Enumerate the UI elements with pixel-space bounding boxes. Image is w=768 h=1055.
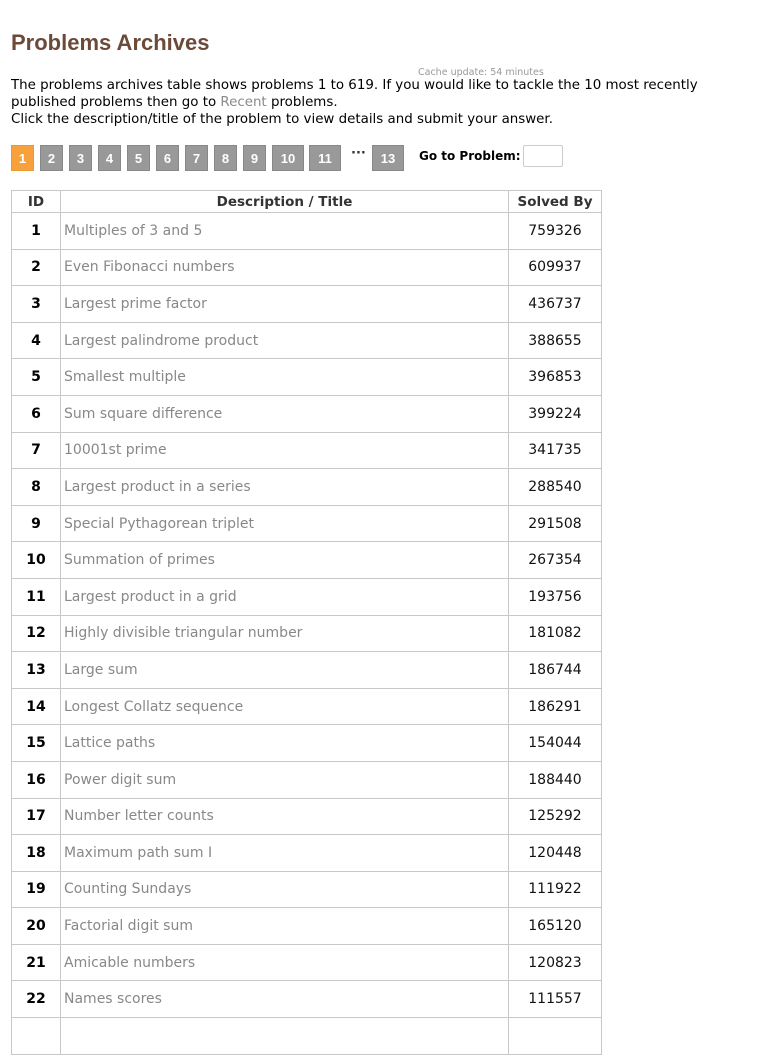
problem-title-cell	[61, 652, 509, 689]
intro-line1-end: problems.	[266, 95, 338, 110]
table-row	[12, 688, 602, 725]
problem-title-cell	[61, 835, 509, 872]
table-row	[12, 652, 602, 689]
problem-solved-count: 341735	[509, 432, 602, 469]
intro-line2: Click the description/title of the problem to view details and submit your answer.	[11, 112, 553, 127]
problem-solved-count: 193756	[509, 578, 602, 615]
problem-id: 12	[12, 615, 61, 652]
page-button-10[interactable]: 10	[272, 145, 304, 171]
problem-id: 11	[12, 578, 61, 615]
problem-title-cell	[61, 469, 509, 506]
problem-solved-count: 111922	[509, 871, 602, 908]
problem-title-cell	[61, 395, 509, 432]
problem-solved-count: 399224	[509, 395, 602, 432]
problem-title-link[interactable]: Names scores	[64, 991, 162, 1008]
page-button-3[interactable]: 3	[69, 145, 92, 171]
table-row	[12, 578, 602, 615]
problem-id: 9	[12, 505, 61, 542]
problem-solved-count: 186744	[509, 652, 602, 689]
problem-title-cell	[61, 213, 509, 250]
problem-title-link[interactable]: Number letter counts	[64, 808, 214, 825]
page-title: Problems Archives	[11, 30, 210, 55]
problem-solved-count: 120823	[509, 944, 602, 981]
table-header-row	[12, 191, 602, 213]
table-row	[12, 761, 602, 798]
problem-title-link[interactable]: Largest product in a grid	[64, 588, 237, 605]
problem-solved-count: 436737	[509, 286, 602, 323]
page-button-11[interactable]: 11	[309, 145, 341, 171]
problem-title-link[interactable]: Even Fibonacci numbers	[64, 259, 235, 276]
problem-title-cell	[61, 286, 509, 323]
problem-id: 7	[12, 432, 61, 469]
table-row	[12, 213, 602, 250]
page-button-5[interactable]: 5	[127, 145, 150, 171]
table-row	[12, 798, 602, 835]
table-row	[12, 1018, 602, 1055]
goto-problem-input[interactable]	[523, 145, 563, 167]
problem-title-cell	[61, 578, 509, 615]
problem-id: 16	[12, 761, 61, 798]
intro-line1: The problems archives table shows problems 1 to 619. If you would like to tackle the 10 most recently published problems then go to	[11, 78, 698, 110]
pagination-ellipsis: ···	[351, 146, 366, 161]
problem-id: 10	[12, 542, 61, 579]
problem-solved-count: 186291	[509, 688, 602, 725]
problem-title-link[interactable]: Smallest multiple	[64, 369, 186, 386]
problem-title-link[interactable]: Lattice paths	[64, 735, 156, 752]
problem-title-cell	[61, 761, 509, 798]
problem-title-link[interactable]: Largest palindrome product	[64, 332, 259, 349]
page-button-last[interactable]: 13	[372, 145, 404, 171]
problem-id: 8	[12, 469, 61, 506]
problem-title-link[interactable]: Amicable numbers	[64, 954, 196, 971]
problem-title-link[interactable]: Multiples of 3 and 5	[64, 222, 203, 239]
problem-title-link[interactable]: Power digit sum	[64, 771, 177, 788]
page-button-6[interactable]: 6	[156, 145, 179, 171]
problem-title-link[interactable]: Large sum	[64, 661, 138, 678]
page-button-4[interactable]: 4	[98, 145, 121, 171]
problem-title-link[interactable]: Longest Collatz sequence	[64, 698, 244, 715]
problem-title-link[interactable]: Sum square difference	[64, 405, 223, 422]
problem-title-cell	[61, 688, 509, 725]
page-button-2[interactable]: 2	[40, 145, 63, 171]
problem-id: 3	[12, 286, 61, 323]
table-row	[12, 908, 602, 945]
table-row	[12, 981, 602, 1018]
problem-id: 2	[12, 249, 61, 286]
problem-id: 6	[12, 395, 61, 432]
problem-title-cell	[61, 432, 509, 469]
problem-solved-count: 267354	[509, 542, 602, 579]
problem-id: 14	[12, 688, 61, 725]
problem-title-link[interactable]: Largest prime factor	[64, 295, 207, 312]
table-row	[12, 286, 602, 323]
problem-title-link[interactable]: Summation of primes	[64, 552, 215, 569]
problem-solved-count: 111557	[509, 981, 602, 1018]
table-row	[12, 359, 602, 396]
problem-solved-count: 759326	[509, 213, 602, 250]
problem-id: 13	[12, 652, 61, 689]
problem-title-cell	[61, 542, 509, 579]
problem-title-cell	[61, 505, 509, 542]
problem-solved-count: 125292	[509, 798, 602, 835]
problem-title-cell	[61, 359, 509, 396]
page-button-9[interactable]: 9	[243, 145, 266, 171]
problem-title-cell	[61, 981, 509, 1018]
problem-solved-count: 120448	[509, 835, 602, 872]
problem-title-cell	[61, 1018, 509, 1055]
problem-id: 15	[12, 725, 61, 762]
problem-title-cell	[61, 725, 509, 762]
problem-title-cell	[61, 944, 509, 981]
table-row	[12, 469, 602, 506]
table-row	[12, 725, 602, 762]
page-button-8[interactable]: 8	[214, 145, 237, 171]
problem-id: 17	[12, 798, 61, 835]
recent-link[interactable]: Recent	[220, 95, 267, 110]
problem-id: 1	[12, 213, 61, 250]
header-description[interactable]: Description / Title	[61, 191, 509, 213]
problem-solved-count: 181082	[509, 615, 602, 652]
goto-problem-label: Go to Problem:	[419, 149, 521, 163]
problem-title-link[interactable]: Highly divisible triangular number	[64, 625, 303, 642]
table-row	[12, 395, 602, 432]
problem-solved-count	[509, 1018, 602, 1055]
table-row	[12, 835, 602, 872]
problem-title-cell	[61, 615, 509, 652]
problem-solved-count: 154044	[509, 725, 602, 762]
problem-id: 18	[12, 835, 61, 872]
problem-title-cell	[61, 249, 509, 286]
problem-solved-count: 291508	[509, 505, 602, 542]
header-solved-by[interactable]: Solved By	[509, 191, 602, 213]
problem-title-link[interactable]: 10001st prime	[64, 442, 167, 459]
cache-update-note: Cache update: 54 minutes	[418, 67, 544, 78]
problem-solved-count: 388655	[509, 322, 602, 359]
table-row	[12, 944, 602, 981]
table-row	[12, 615, 602, 652]
problem-solved-count: 288540	[509, 469, 602, 506]
table-row	[12, 505, 602, 542]
problem-solved-count: 188440	[509, 761, 602, 798]
table-row	[12, 432, 602, 469]
problem-id	[12, 1018, 61, 1055]
problem-id: 19	[12, 871, 61, 908]
page-button-1[interactable]: 1	[11, 145, 34, 171]
problem-id: 4	[12, 322, 61, 359]
problem-title-cell	[61, 908, 509, 945]
problem-solved-count: 609937	[509, 249, 602, 286]
table-row	[12, 322, 602, 359]
problem-title-cell	[61, 322, 509, 359]
page-button-7[interactable]: 7	[185, 145, 208, 171]
problem-title-link[interactable]: Largest product in a series	[64, 478, 251, 495]
problem-id: 21	[12, 944, 61, 981]
table-row	[12, 249, 602, 286]
intro-text	[11, 77, 751, 128]
problem-title-link[interactable]: Factorial digit sum	[64, 918, 193, 935]
header-id[interactable]: ID	[12, 191, 61, 213]
table-row	[12, 871, 602, 908]
table-row	[12, 542, 602, 579]
problem-title-link[interactable]: Maximum path sum I	[64, 844, 213, 861]
problem-title-cell	[61, 798, 509, 835]
problems-table	[11, 190, 602, 1055]
problem-id: 22	[12, 981, 61, 1018]
problem-title-link[interactable]: Counting Sundays	[64, 881, 192, 898]
problem-id: 20	[12, 908, 61, 945]
problem-id: 5	[12, 359, 61, 396]
problem-solved-count: 165120	[509, 908, 602, 945]
problem-title-link[interactable]: Special Pythagorean triplet	[64, 515, 254, 532]
problem-solved-count: 396853	[509, 359, 602, 396]
problem-title-cell	[61, 871, 509, 908]
